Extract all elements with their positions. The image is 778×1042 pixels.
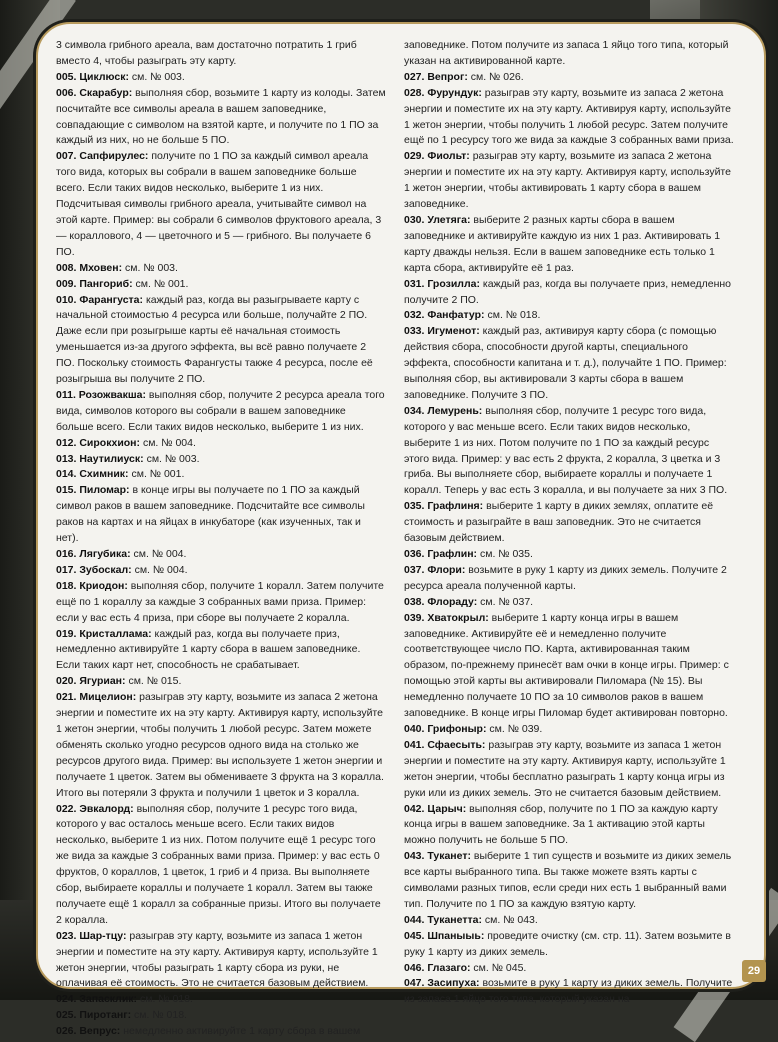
card-entry-text: выполняя сбор, получите по 1 ПО за каждую карту конца игры в вашем заповеднике. За 1 активацию этой карты можно получить не больше 5 ПО.	[404, 802, 718, 847]
card-entry-text: выполняя сбор, возьмите 1 карту из колоды. Затем посчитайте все символы ареала в вашем заповеднике, совпадающие с символом на взятой карте, и получите по 1 ПО за каждый из них, но не больше 5 ПО.	[56, 86, 386, 147]
card-entry-title: 008. Мховен:	[56, 261, 123, 274]
card-entry	[56, 277, 386, 293]
card-entry	[404, 404, 734, 499]
card-entry-text: см. № 003.	[125, 261, 178, 274]
card-entry	[56, 261, 386, 277]
card-entry-title: 009. Пангориб:	[56, 277, 133, 290]
card-entry-title: 028. Фурундук:	[404, 86, 482, 99]
card-entry-title: 037. Флори:	[404, 563, 466, 576]
card-entry-text: каждый раз, активируя карту сбора (с помощью действия сбора, способности другой карты, специального эффекта, способности капитана и т. д.), получайте 1 ПО. Пример: выполняя сбор, вы активировали 3 карты сбора в вашем заповеднике. Получите 3 ПО.	[404, 325, 727, 401]
card-entry-text: см. № 015.	[128, 675, 182, 688]
card-entry-text: каждый раз, когда вы получаете приз, немедленно активируйте 1 карту сбора в вашем заповеднике. Если таких карт нет, способность не срабатывает.	[56, 627, 361, 672]
card-entry-text: в конце игры вы получаете по 1 ПО за каждый символ раков в вашем заповеднике. Подсчитайте все символы раков на картах и на яйцах в инкубаторе (как изученных, так и нет).	[56, 484, 365, 545]
card-entry	[56, 579, 386, 627]
card-entry	[404, 611, 734, 722]
card-entry-title: 012. Сирокхион:	[56, 436, 141, 449]
card-entry-text: проведите очистку (см. стр. 11). Затем возьмите в руку 1 карту из диких земель.	[404, 929, 731, 958]
card-entry-text: см. № 043.	[484, 913, 538, 926]
card-entry-text: см. № 037.	[480, 595, 534, 608]
card-entry-title: 010. Фарангуста:	[56, 293, 144, 306]
card-entry	[56, 483, 386, 547]
card-entry	[404, 961, 734, 977]
card-entry-title: 015. Пиломар:	[56, 484, 130, 497]
card-entry	[56, 38, 386, 70]
card-entry-text: выполняя сбор, получите 1 коралл. Затем получите ещё по 1 кораллу за каждые 3 собранных вами приза. Пример: если у вас есть 4 приза, при сборе вы получаете 2 коралла.	[56, 579, 384, 624]
card-entry-title: 042. Царыч:	[404, 802, 467, 815]
card-entry	[56, 802, 386, 929]
card-entry	[56, 690, 386, 801]
card-entry	[404, 738, 734, 802]
card-entry-title: 013. Наутилиуск:	[56, 452, 144, 465]
card-entry	[404, 913, 734, 929]
card-entry-title: 043. Туканет:	[404, 850, 471, 863]
card-entry-title: 038. Флораду:	[404, 595, 478, 608]
card-entry-title: 019. Кристаллама:	[56, 627, 152, 640]
card-entry	[56, 627, 386, 675]
card-entry-title: 023. Шар-тцу:	[56, 929, 127, 942]
card-entry-title: 011. Розожвакша:	[56, 388, 146, 401]
card-entry	[56, 992, 386, 1008]
card-entry-title: 022. Эвкалорд:	[56, 802, 134, 815]
card-entry	[404, 70, 734, 86]
card-entry-title: 044. Туканетта:	[404, 913, 482, 926]
card-entry-text: разыграв эту карту, возьмите из запаса 1 жетон энергии и поместите на эту карту. Активируя карту, используйте 1 жетон энергии, чтобы разыграть 1 карту сбора из руки, не оплачивая её стоимость. Это не считается базовым действием.	[56, 929, 378, 990]
card-entry-text: см. № 004.	[142, 436, 196, 449]
card-entry	[56, 929, 386, 993]
card-entry-title: 014. Схимник:	[56, 468, 129, 481]
card-entry-text: разыграв эту карту, возьмите из запаса 1 жетон энергии и поместите на эту карту. Активируя карту, используйте 1 жетон энергии, чтобы бесплатно разыграть 1 карту конца игры из руки или из диких земель. Это не считается базовым действием.	[404, 738, 726, 799]
card-entry-text: разыграв эту карту, возьмите из запаса 2 жетона энергии и поместите их на эту карту. Активируя карту, используйте 1 жетон энергии, чтобы получить 1 любой ресурс. Затем получите ещё по 1 ресурсу того же вида за каждые 3 собранных вами приза.	[404, 86, 734, 147]
card-entry-text: см. № 018.	[139, 993, 193, 1006]
card-entry-title: 016. Лягубика:	[56, 548, 131, 560]
card-entry-title: 046. Глазаго:	[404, 961, 471, 974]
card-entry-title: 007. Сапфирулес:	[56, 150, 149, 163]
card-entry	[404, 802, 734, 850]
card-entry	[56, 86, 386, 150]
card-entry-title: 017. Зубоскал:	[56, 563, 132, 576]
card-entry-title: 034. Лемурень:	[404, 404, 483, 417]
card-entry-title: 027. Вепрог:	[404, 70, 468, 83]
card-entry	[404, 976, 734, 1008]
card-entry-text: см. № 004.	[134, 563, 188, 576]
card-entry-title: 029. Фиольт:	[404, 150, 470, 163]
card-entry-text: см. № 039.	[489, 722, 543, 735]
card-entry-text: выполняя сбор, получите 2 ресурса ареала того вида, символов которого вы собрали в вашем заповеднике больше всего. Если таких видов несколько, выберите 1 из них.	[56, 388, 385, 433]
card-entry-text: см. № 045.	[473, 961, 527, 974]
card-entry	[404, 499, 734, 547]
card-entry-title: 026. Вепрус:	[56, 1025, 121, 1038]
card-entry-title: 030. Улетяга:	[404, 213, 471, 226]
card-entry-text: см. № 001.	[135, 277, 189, 290]
card-entry-text: выберите 1 карту в диких землях, оплатите её стоимость и разыграйте в ваш заповедник. Это не считается базовым действием.	[404, 500, 714, 545]
card-entry	[56, 1024, 386, 1040]
card-entry-text: см. № 018.	[134, 1009, 187, 1022]
rulebook-page	[36, 22, 766, 1038]
card-entry-text: получите по 1 ПО за каждый символ ареала того вида, которых вы собрали в вашем заповеднике больше всего. Если таких видов несколько, выберите 1 из них. Подсчитывая символы грибного ареала, учитывайте символ на этой карте. Пример: вы собрали 6 символов фруктового ареала, 3 — кораллового, 4 — цветочного и 5 — грибного. Вы получаете 6 ПО.	[56, 150, 382, 258]
card-entry-title: 020. Ягуриан:	[56, 675, 126, 688]
card-entry-text: выберите 1 тип существ и возьмите из диких земель все карты выбранного типа. Вы также можете взять карты с символами разных типов, если среди них есть 1 выбранный вами тип. Получите по 1 ПО за каждую взятую карту.	[404, 850, 732, 910]
card-entry	[404, 929, 734, 961]
card-entry	[404, 277, 734, 309]
card-entry	[404, 563, 734, 595]
card-entry-title: 024. Запасклик:	[56, 993, 138, 1006]
card-entry-text: см. № 004.	[133, 548, 187, 560]
card-entry-title: 005. Циклюск:	[56, 70, 129, 83]
card-entry-text: каждый раз, когда вы получаете приз, немедленно получите 2 ПО.	[404, 277, 732, 306]
card-entry-title: 040. Грифоныр:	[404, 722, 487, 735]
card-entry	[404, 308, 734, 324]
card-entry	[404, 849, 734, 913]
right-column	[404, 38, 734, 1008]
card-entry	[56, 70, 386, 86]
card-entry	[404, 324, 734, 404]
card-entry	[56, 674, 386, 690]
card-entry-title: 025. Пиротанг:	[56, 1009, 132, 1022]
card-entry	[404, 213, 734, 277]
card-entry-text: 3 символа грибного ареала, вам достаточно потратить 1 гриб вместо 4, чтобы разыграть эту карту.	[56, 39, 357, 67]
card-entry-text: см. № 026.	[470, 70, 524, 83]
card-entry-title: 033. Игуменот:	[404, 325, 480, 338]
card-entry-text: см. № 001.	[131, 468, 185, 481]
card-entry	[404, 722, 734, 738]
card-entry-text: немедленно активируйте 1 карту сбора в вашем	[123, 1025, 361, 1038]
card-entry	[56, 452, 386, 468]
card-entry	[404, 547, 734, 563]
card-entry-title: 047. Засипуха:	[404, 977, 480, 990]
card-entry-text: заповеднике. Потом получите из запаса 1 яйцо того типа, который указан на активированной карте.	[404, 39, 729, 67]
card-entry	[56, 467, 386, 483]
card-entry-title: 045. Шпаныыь:	[404, 929, 485, 942]
card-entry-title: 032. Фанфатур:	[404, 309, 485, 322]
card-entry-text: разыграв эту карту, возьмите из запаса 2 жетона энергии и поместите их на эту карту. Активируя карту, используйте 1 жетон энергии, чтобы активировать 1 карту сбора в вашем заповеднике.	[404, 150, 731, 211]
card-entry-title: 041. Сфаесыть:	[404, 738, 486, 751]
card-entry-title: 006. Скарабур:	[56, 86, 133, 99]
card-entry-title: 018. Криодон:	[56, 579, 128, 592]
page-number: 29	[742, 960, 766, 982]
card-entry-title: 036. Графлин:	[404, 548, 478, 560]
card-entry	[404, 595, 734, 611]
card-entry-text: каждый раз, когда вы разыгрываете карту с начальной стоимостью 4 ресурса или больше, получайте 2 ПО. Даже если при розыгрыше карты её начальная стоимость уменьшается из-за другого эффекта, вы всё равно получаете 2 ПО. Поскольку стоимость Фарангусты также 4 ресурса, после её розыгрыша вы получите 2 ПО.	[56, 293, 373, 386]
card-entry	[56, 149, 386, 260]
card-entry-text: выберите 2 разных карты сбора в вашем заповеднике и активируйте каждую из них 1 раз. Активировать 1 карту дважды нельзя. Если в вашем заповеднике есть только 1 карта сбора, активируйте её 1 раз.	[404, 213, 721, 274]
card-entry-text: см. № 003.	[131, 70, 185, 83]
card-entry-text: выполняя сбор, получите 1 ресурс того вида, которого у вас меньше всего. Если таких видов несколько, выберите 1 из них. Потом получите по 1 ПО за каждый ресурс этого вида. Пример: у вас есть 2 фрукта, 2 коралла, 3 цветка и 3 гриба. Вы выполняете сбор, выбираете кораллы и получаете 1 коралл. Теперь у вас есть 3 коралла, и вы получаете за них 3 ПО.	[404, 404, 728, 497]
card-entry-text: см. № 003.	[146, 452, 200, 465]
card-entry-text: разыграв эту карту, возьмите из запаса 2 жетона энергии и поместите их на эту карту. Активируя карту, используйте 1 жетон энергии, чтобы получить 1 любой ресурс. Затем можете обменять сколько угодно ресурсов одного вида на столько же ресурсов другого вида. Пример: вы используете 1 жетон энергии и получаете 1 цветок. Затем вы обмениваете 3 фрукта на 3 коралла. Итого вы потеряли 3 фрукта и получили 1 цветок и 3 коралла.	[56, 691, 384, 799]
card-entry-title: 035. Графлиня:	[404, 500, 484, 513]
card-entry	[56, 293, 386, 388]
card-entry	[56, 388, 386, 436]
card-entry-text: см. № 035.	[479, 548, 533, 560]
card-entry	[56, 547, 386, 563]
card-entry	[56, 1008, 386, 1024]
card-entry-title: 031. Грозилла:	[404, 277, 480, 290]
card-entry-text: возьмите в руку 1 карту из диких земель. Получите 2 ресурса ареала полученной карты.	[404, 563, 727, 592]
card-entry	[404, 38, 734, 70]
card-entry-text: выберите 1 карту конца игры в вашем заповеднике. Активируйте её и немедленно получите соответствующее число ПО. Карта, активированная таким образом, по-прежнему принесёт вам очки в конце игры. Пример: с помощью этой карты вы активировали Пиломара (№ 15). Вы немедленно получаете 10 ПО за 10 символов раков в вашем заповеднике. В конце игры Пиломар будет активирован повторно.	[404, 611, 729, 720]
card-entry	[404, 86, 734, 150]
left-column	[56, 38, 386, 1040]
card-entry	[56, 436, 386, 452]
card-entry	[56, 563, 386, 579]
card-entry-text: выполняя сбор, получите 1 ресурс того вида, которого у вас осталось меньше всего. Если таких видов несколько, выберите 1 из них. Потом получите ещё 1 ресурс того же вида за каждые 3 собранных вами приза. Пример: у вас есть 0 фруктов, 0 кораллов, 1 цветок, 1 гриб и 4 приза. Вы выполняете сбор, выбираете кораллы и получаете 1 коралл. Затем вы также получаете ещё 1 коралл за собранные призы. Итого вы получаете 2 коралла.	[56, 802, 381, 926]
card-entry-title: 021. Мицелион:	[56, 691, 137, 704]
card-entry-text: см. № 018.	[487, 309, 541, 322]
card-entry	[404, 149, 734, 213]
card-entry-title: 039. Хватокрыл:	[404, 611, 489, 624]
card-entry-text: возьмите в руку 1 карту из диких земель. Получите из запаса 1 яйцо того типа, который указан на	[404, 977, 733, 1006]
